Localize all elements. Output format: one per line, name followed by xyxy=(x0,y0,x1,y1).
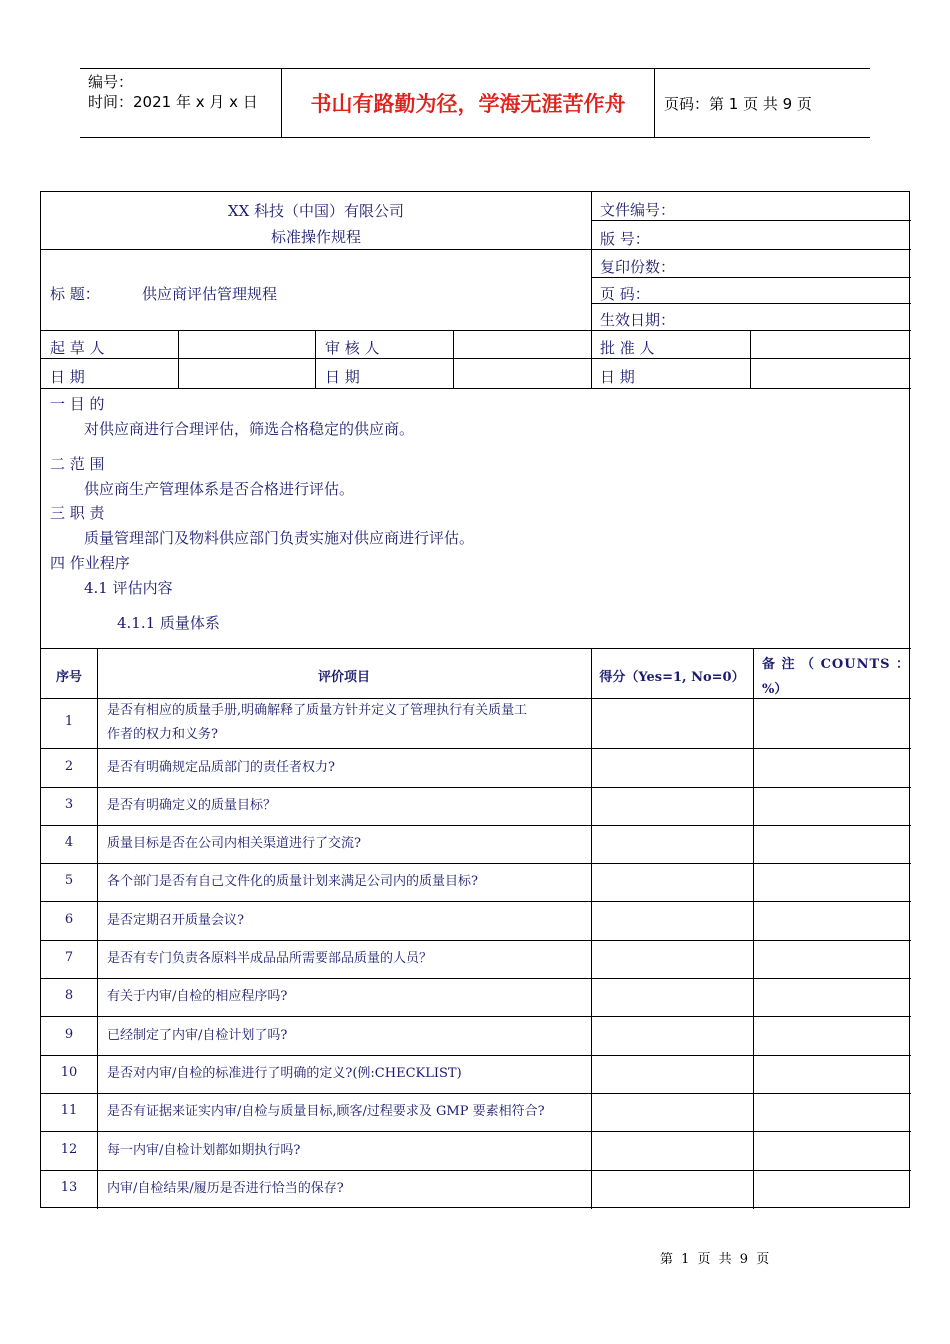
remark-cell[interactable] xyxy=(754,1017,910,1055)
section-2-title: 二 范 围 xyxy=(50,455,105,473)
col-header-no: 序号 xyxy=(55,670,82,685)
row-number: 1 xyxy=(64,714,74,729)
section-2-body: 供应商生产管理体系是否合格进行评估。 xyxy=(84,480,355,498)
time-label: 时间：2021 年 x 月 x 日 xyxy=(88,93,258,111)
col-header-remark-cont: %） xyxy=(762,682,788,697)
row-number: 8 xyxy=(64,988,74,1003)
remark-cell[interactable] xyxy=(754,979,910,1016)
row-item: 质量目标是否在公司内相关渠道进行了交流? xyxy=(107,836,361,851)
section-4-1: 4.1 评估内容 xyxy=(84,579,173,597)
number-label: 编号： xyxy=(88,73,134,91)
score-cell[interactable] xyxy=(592,1171,752,1208)
page-header xyxy=(80,68,870,138)
remark-cell[interactable] xyxy=(754,1094,910,1131)
company-name: XX 科技（中国）有限公司 xyxy=(227,202,405,220)
row-number: 5 xyxy=(64,873,74,888)
section-4-title: 四 作业程序 xyxy=(50,554,130,572)
version-label: 版 号： xyxy=(600,230,650,248)
row-number: 4 xyxy=(64,835,74,850)
row-number: 6 xyxy=(64,912,74,927)
row-item: 每一内审/自检计划都如期执行吗? xyxy=(107,1143,301,1158)
title-value: 供应商评估管理规程 xyxy=(142,285,278,303)
section-4-1-1: 4.1.1 质量体系 xyxy=(117,614,220,632)
score-cell[interactable] xyxy=(592,749,752,787)
row-number: 13 xyxy=(60,1180,78,1195)
col-header-item: 评价项目 xyxy=(317,670,370,685)
review-date-label: 日 期 xyxy=(325,368,360,386)
col-header-remark: 备 注 （ COUNTS ： xyxy=(762,657,911,672)
remark-cell[interactable] xyxy=(754,1132,910,1170)
row-number: 7 xyxy=(64,950,74,965)
page-footer: 第 1 页 共 9 页 xyxy=(660,1252,772,1267)
file-no-label: 文件编号： xyxy=(600,201,676,219)
row-item: 是否有专门负责各原料半成品品所需要部品质量的人员？ xyxy=(107,951,433,966)
page-label: 页 码： xyxy=(600,285,650,303)
reviewer-label: 审 核 人 xyxy=(325,339,380,357)
row-item: 内审/自检结果/履历是否进行恰当的保存? xyxy=(107,1181,344,1196)
score-cell[interactable] xyxy=(592,788,752,825)
score-cell[interactable] xyxy=(592,902,752,940)
approve-date-label: 日 期 xyxy=(600,368,635,386)
copies-label: 复印份数： xyxy=(600,258,676,276)
section-1-body: 对供应商进行合理评估，筛选合格稳定的供应商。 xyxy=(84,420,415,438)
score-cell[interactable] xyxy=(592,1056,752,1093)
header-left xyxy=(80,69,281,137)
draft-date-label: 日 期 xyxy=(50,368,85,386)
row-item: 是否有明确规定品质部门的责任者权力? xyxy=(107,760,335,775)
score-cell[interactable] xyxy=(592,1017,752,1055)
remark-cell[interactable] xyxy=(754,699,910,748)
motto: 书山有路勤为径，学海无涯苦作舟 xyxy=(281,69,655,137)
row-number: 2 xyxy=(64,759,74,774)
page-info: 页码：第 1 页 共 9 页 xyxy=(664,94,812,113)
row-number: 11 xyxy=(60,1103,78,1118)
row-item: 各个部门是否有自己文件化的质量计划来满足公司内的质量目标? xyxy=(107,874,478,889)
row-item xyxy=(107,699,527,747)
score-cell[interactable] xyxy=(592,1094,752,1131)
score-cell[interactable] xyxy=(592,979,752,1016)
score-cell[interactable] xyxy=(592,864,752,901)
title-label: 标 题： xyxy=(50,285,100,303)
approver-label: 批 准 人 xyxy=(600,339,655,357)
score-cell[interactable] xyxy=(592,826,752,863)
row-item: 是否有证据来证实内审/自检与质量目标,顾客/过程要求及 GMP 要素相符合? xyxy=(107,1104,545,1119)
section-3-body: 质量管理部门及物料供应部门负责实施对供应商进行评估。 xyxy=(84,529,475,547)
score-cell[interactable] xyxy=(592,941,752,978)
score-cell[interactable] xyxy=(592,699,752,748)
row-item: 是否有明确定义的质量目标？ xyxy=(107,798,277,813)
row-item: 有关于内审/自检的相应程序吗? xyxy=(107,989,288,1004)
score-cell[interactable] xyxy=(592,1132,752,1170)
remark-cell[interactable] xyxy=(754,1056,910,1093)
row-number: 9 xyxy=(64,1027,74,1042)
row-item: 是否对内审/自检的标准进行了明确的定义?(例:CHECKLIST) xyxy=(107,1066,462,1081)
row-number: 3 xyxy=(64,797,74,812)
remark-cell[interactable] xyxy=(754,1171,910,1208)
row-item: 是否定期召开质量会议? xyxy=(107,913,244,928)
remark-cell[interactable] xyxy=(754,749,910,787)
remark-cell[interactable] xyxy=(754,941,910,978)
col-header-score: 得分（Yes=1, No=0） xyxy=(599,670,745,685)
row-item: 已经制定了内审/自检计划了吗? xyxy=(107,1028,288,1043)
row-number: 12 xyxy=(60,1142,78,1157)
row-item-line: 作者的权力和义务? xyxy=(107,727,218,742)
drafter-label: 起 草 人 xyxy=(50,339,105,357)
sop-document xyxy=(40,191,910,1208)
effective-date-label: 生效日期： xyxy=(600,311,676,329)
remark-cell[interactable] xyxy=(754,826,910,863)
section-3-title: 三 职 责 xyxy=(50,504,105,522)
remark-cell[interactable] xyxy=(754,788,910,825)
remark-cell[interactable] xyxy=(754,902,910,940)
doc-type: 标准操作规程 xyxy=(270,228,361,246)
row-item-line: 是否有相应的质量手册,明确解释了质量方针并定义了管理执行有关质量工 xyxy=(107,703,528,718)
section-1-title: 一 目 的 xyxy=(50,395,105,413)
remark-cell[interactable] xyxy=(754,864,910,901)
row-number: 10 xyxy=(60,1065,78,1080)
